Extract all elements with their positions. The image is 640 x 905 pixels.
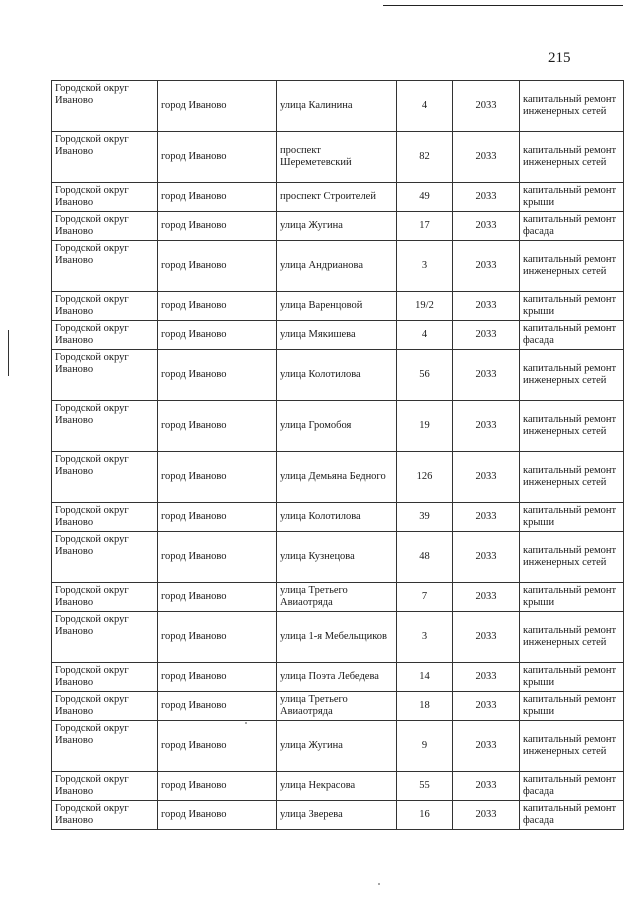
cell-work: капитальный ремонт фасада [520, 321, 624, 350]
cell-district: Городской округ Иваново [52, 292, 158, 321]
cell-year: 2033 [453, 292, 520, 321]
cell-work: капитальный ремонт крыши [520, 583, 624, 612]
cell-year: 2033 [453, 81, 520, 132]
cell-city: город Иваново [158, 321, 277, 350]
cell-house: 17 [397, 212, 453, 241]
cell-district: Городской округ Иваново [52, 81, 158, 132]
cell-house: 9 [397, 721, 453, 772]
cell-house: 19 [397, 401, 453, 452]
cell-house: 82 [397, 132, 453, 183]
cell-street: улица Андрианова [277, 241, 397, 292]
cell-city: город Иваново [158, 452, 277, 503]
cell-district: Городской округ Иваново [52, 401, 158, 452]
cell-street: улица Кузнецова [277, 532, 397, 583]
cell-work: капитальный ремонт фасада [520, 212, 624, 241]
cell-work: капитальный ремонт инженерных сетей [520, 452, 624, 503]
margin-mark [8, 330, 9, 376]
cell-street: улица 1-я Мебельщиков [277, 612, 397, 663]
cell-district: Городской округ Иваново [52, 583, 158, 612]
cell-district: Городской округ Иваново [52, 772, 158, 801]
cell-city: город Иваново [158, 81, 277, 132]
cell-year: 2033 [453, 212, 520, 241]
cell-street: улица Жугина [277, 212, 397, 241]
cell-city: город Иваново [158, 503, 277, 532]
cell-street: улица Калинина [277, 81, 397, 132]
page-number: 215 [548, 50, 571, 66]
cell-city: город Иваново [158, 183, 277, 212]
cell-street: улица Поэта Лебедева [277, 663, 397, 692]
cell-house: 49 [397, 183, 453, 212]
cell-house: 16 [397, 801, 453, 830]
cell-street: улица Третьего Авиаотряда [277, 583, 397, 612]
cell-work: капитальный ремонт инженерных сетей [520, 401, 624, 452]
cell-city: город Иваново [158, 241, 277, 292]
cell-work: капитальный ремонт инженерных сетей [520, 132, 624, 183]
cell-work: капитальный ремонт фасада [520, 772, 624, 801]
cell-work: капитальный ремонт инженерных сетей [520, 612, 624, 663]
cell-city: город Иваново [158, 583, 277, 612]
cell-street: улица Жугина [277, 721, 397, 772]
cell-work: капитальный ремонт крыши [520, 292, 624, 321]
cell-house: 48 [397, 532, 453, 583]
cell-work: капитальный ремонт крыши [520, 663, 624, 692]
cell-city: город Иваново [158, 801, 277, 830]
cell-year: 2033 [453, 503, 520, 532]
cell-city: город Иваново [158, 772, 277, 801]
cell-house: 56 [397, 350, 453, 401]
cell-work: капитальный ремонт крыши [520, 183, 624, 212]
cell-house: 18 [397, 692, 453, 721]
cell-street: улица Колотилова [277, 350, 397, 401]
cell-street: улица Варенцовой [277, 292, 397, 321]
cell-district: Городской округ Иваново [52, 721, 158, 772]
cell-year: 2033 [453, 692, 520, 721]
cell-work: капитальный ремонт крыши [520, 503, 624, 532]
cell-work: капитальный ремонт крыши [520, 692, 624, 721]
cell-year: 2033 [453, 241, 520, 292]
cell-city: город Иваново [158, 292, 277, 321]
cell-house: 3 [397, 241, 453, 292]
cell-city: город Иваново [158, 721, 277, 772]
cell-district: Городской округ Иваново [52, 663, 158, 692]
cell-city: город Иваново [158, 350, 277, 401]
cell-district: Городской округ Иваново [52, 532, 158, 583]
cell-district: Городской округ Иваново [52, 452, 158, 503]
cell-district: Городской округ Иваново [52, 801, 158, 830]
cell-work: капитальный ремонт инженерных сетей [520, 241, 624, 292]
cell-city: город Иваново [158, 401, 277, 452]
cell-district: Городской округ Иваново [52, 350, 158, 401]
cell-street: улица Зверева [277, 801, 397, 830]
registry-table [51, 80, 624, 830]
cell-street: улица Колотилова [277, 503, 397, 532]
cell-year: 2033 [453, 583, 520, 612]
cell-house: 55 [397, 772, 453, 801]
cell-city: город Иваново [158, 212, 277, 241]
cell-year: 2033 [453, 772, 520, 801]
cell-house: 126 [397, 452, 453, 503]
cell-district: Городской округ Иваново [52, 132, 158, 183]
cell-city: город Иваново [158, 612, 277, 663]
cell-house: 7 [397, 583, 453, 612]
cell-street: улица Третьего Авиаотряда [277, 692, 397, 721]
cell-house: 4 [397, 81, 453, 132]
cell-house: 4 [397, 321, 453, 350]
cell-street: улица Демьяна Бедного [277, 452, 397, 503]
cell-work: капитальный ремонт инженерных сетей [520, 721, 624, 772]
cell-street: улица Некрасова [277, 772, 397, 801]
cell-year: 2033 [453, 183, 520, 212]
cell-year: 2033 [453, 721, 520, 772]
cell-district: Городской округ Иваново [52, 321, 158, 350]
scan-speck [378, 883, 380, 885]
cell-street: улица Мякишева [277, 321, 397, 350]
cell-district: Городской округ Иваново [52, 212, 158, 241]
cell-district: Городской округ Иваново [52, 692, 158, 721]
cell-city: город Иваново [158, 663, 277, 692]
cell-year: 2033 [453, 532, 520, 583]
cell-district: Городской округ Иваново [52, 612, 158, 663]
cell-street: улица Громобоя [277, 401, 397, 452]
cell-house: 14 [397, 663, 453, 692]
cell-district: Городской округ Иваново [52, 183, 158, 212]
cell-house: 3 [397, 612, 453, 663]
cell-city: город Иваново [158, 132, 277, 183]
cell-city: город Иваново [158, 532, 277, 583]
cell-work: капитальный ремонт фасада [520, 801, 624, 830]
cell-year: 2033 [453, 350, 520, 401]
cell-street: проспект Шереметевский [277, 132, 397, 183]
cell-house: 39 [397, 503, 453, 532]
cell-year: 2033 [453, 132, 520, 183]
cell-district: Городской округ Иваново [52, 503, 158, 532]
cell-work: капитальный ремонт инженерных сетей [520, 532, 624, 583]
cell-street: проспект Строителей [277, 183, 397, 212]
cell-year: 2033 [453, 321, 520, 350]
cell-city: город Иваново [158, 692, 277, 721]
cell-year: 2033 [453, 663, 520, 692]
cell-year: 2033 [453, 452, 520, 503]
cell-work: капитальный ремонт инженерных сетей [520, 81, 624, 132]
cell-year: 2033 [453, 401, 520, 452]
cell-house: 19/2 [397, 292, 453, 321]
cell-year: 2033 [453, 801, 520, 830]
cell-district: Городской округ Иваново [52, 241, 158, 292]
cell-year: 2033 [453, 612, 520, 663]
cell-work: капитальный ремонт инженерных сетей [520, 350, 624, 401]
top-rule [383, 5, 623, 6]
